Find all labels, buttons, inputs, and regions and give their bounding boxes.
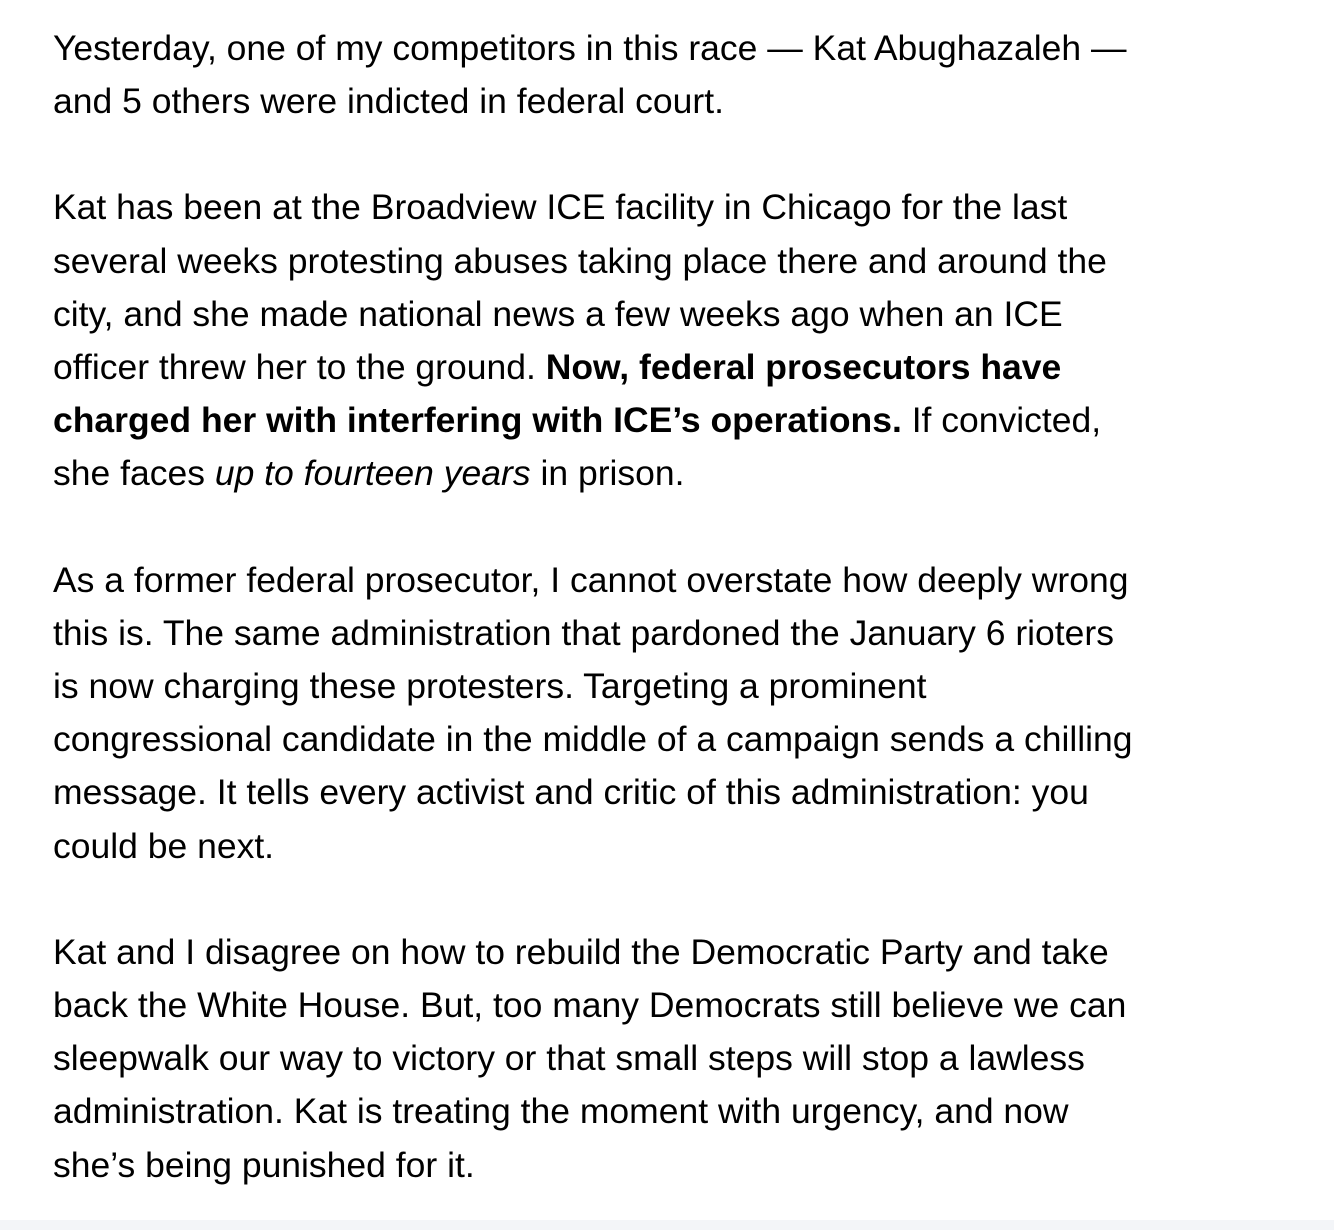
text-line: officer threw her to the ground. [53, 347, 546, 388]
paragraph-indictment [53, 22, 1253, 128]
text-line: Kat and I disagree on how to rebuild the Democratic Party and take [53, 931, 1109, 972]
text-line: and 5 others were indicted in federal court. [53, 81, 724, 122]
text-line: As a former federal prosecutor, I cannot overstate how deeply wrong [53, 559, 1129, 600]
paragraph-disagreement [53, 926, 1253, 1192]
paragraph-background [53, 181, 1253, 500]
text-line: Yesterday, one of my competitors in this race — Kat Abughazaleh — [53, 28, 1127, 68]
text-line: could be next. [53, 825, 275, 866]
text-line: she faces [53, 453, 215, 494]
text-line: sleepwalk our way to victory or that small steps will stop a lawless [53, 1038, 1085, 1079]
text-line: administration. Kat is treating the moment with urgency, and now [53, 1091, 1069, 1132]
text-line: Kat has been at the Broadview ICE facility in Chicago for the last [53, 187, 1068, 228]
email-body [53, 22, 1253, 1192]
text-line: in prison. [530, 453, 685, 494]
text-line: she’s being punished for it. [53, 1144, 475, 1185]
text-line: city, and she made national news a few weeks ago when an ICE [53, 293, 1063, 334]
text-line: is now charging these protesters. Targeting a prominent [53, 666, 927, 707]
bold-emphasis: charged her with interfering with ICE’s operations. [53, 400, 902, 441]
bottom-divider [0, 1220, 1334, 1230]
bold-emphasis: Now, federal prosecutors have [545, 347, 1062, 388]
text-line: this is. The same administration that pardoned the January 6 rioters [53, 612, 1114, 653]
text-line: congressional candidate in the middle of a campaign sends a chilling [53, 719, 1133, 760]
text-line: If convicted, [901, 400, 1102, 441]
paragraph-prosecutor-view [53, 554, 1253, 873]
italic-emphasis: up to fourteen years [214, 453, 531, 494]
text-line: back the White House. But, too many Democrats still believe we can [53, 985, 1127, 1026]
text-line: several weeks protesting abuses taking place there and around the [53, 240, 1107, 281]
text-line: message. It tells every activist and critic of this administration: you [53, 772, 1089, 813]
